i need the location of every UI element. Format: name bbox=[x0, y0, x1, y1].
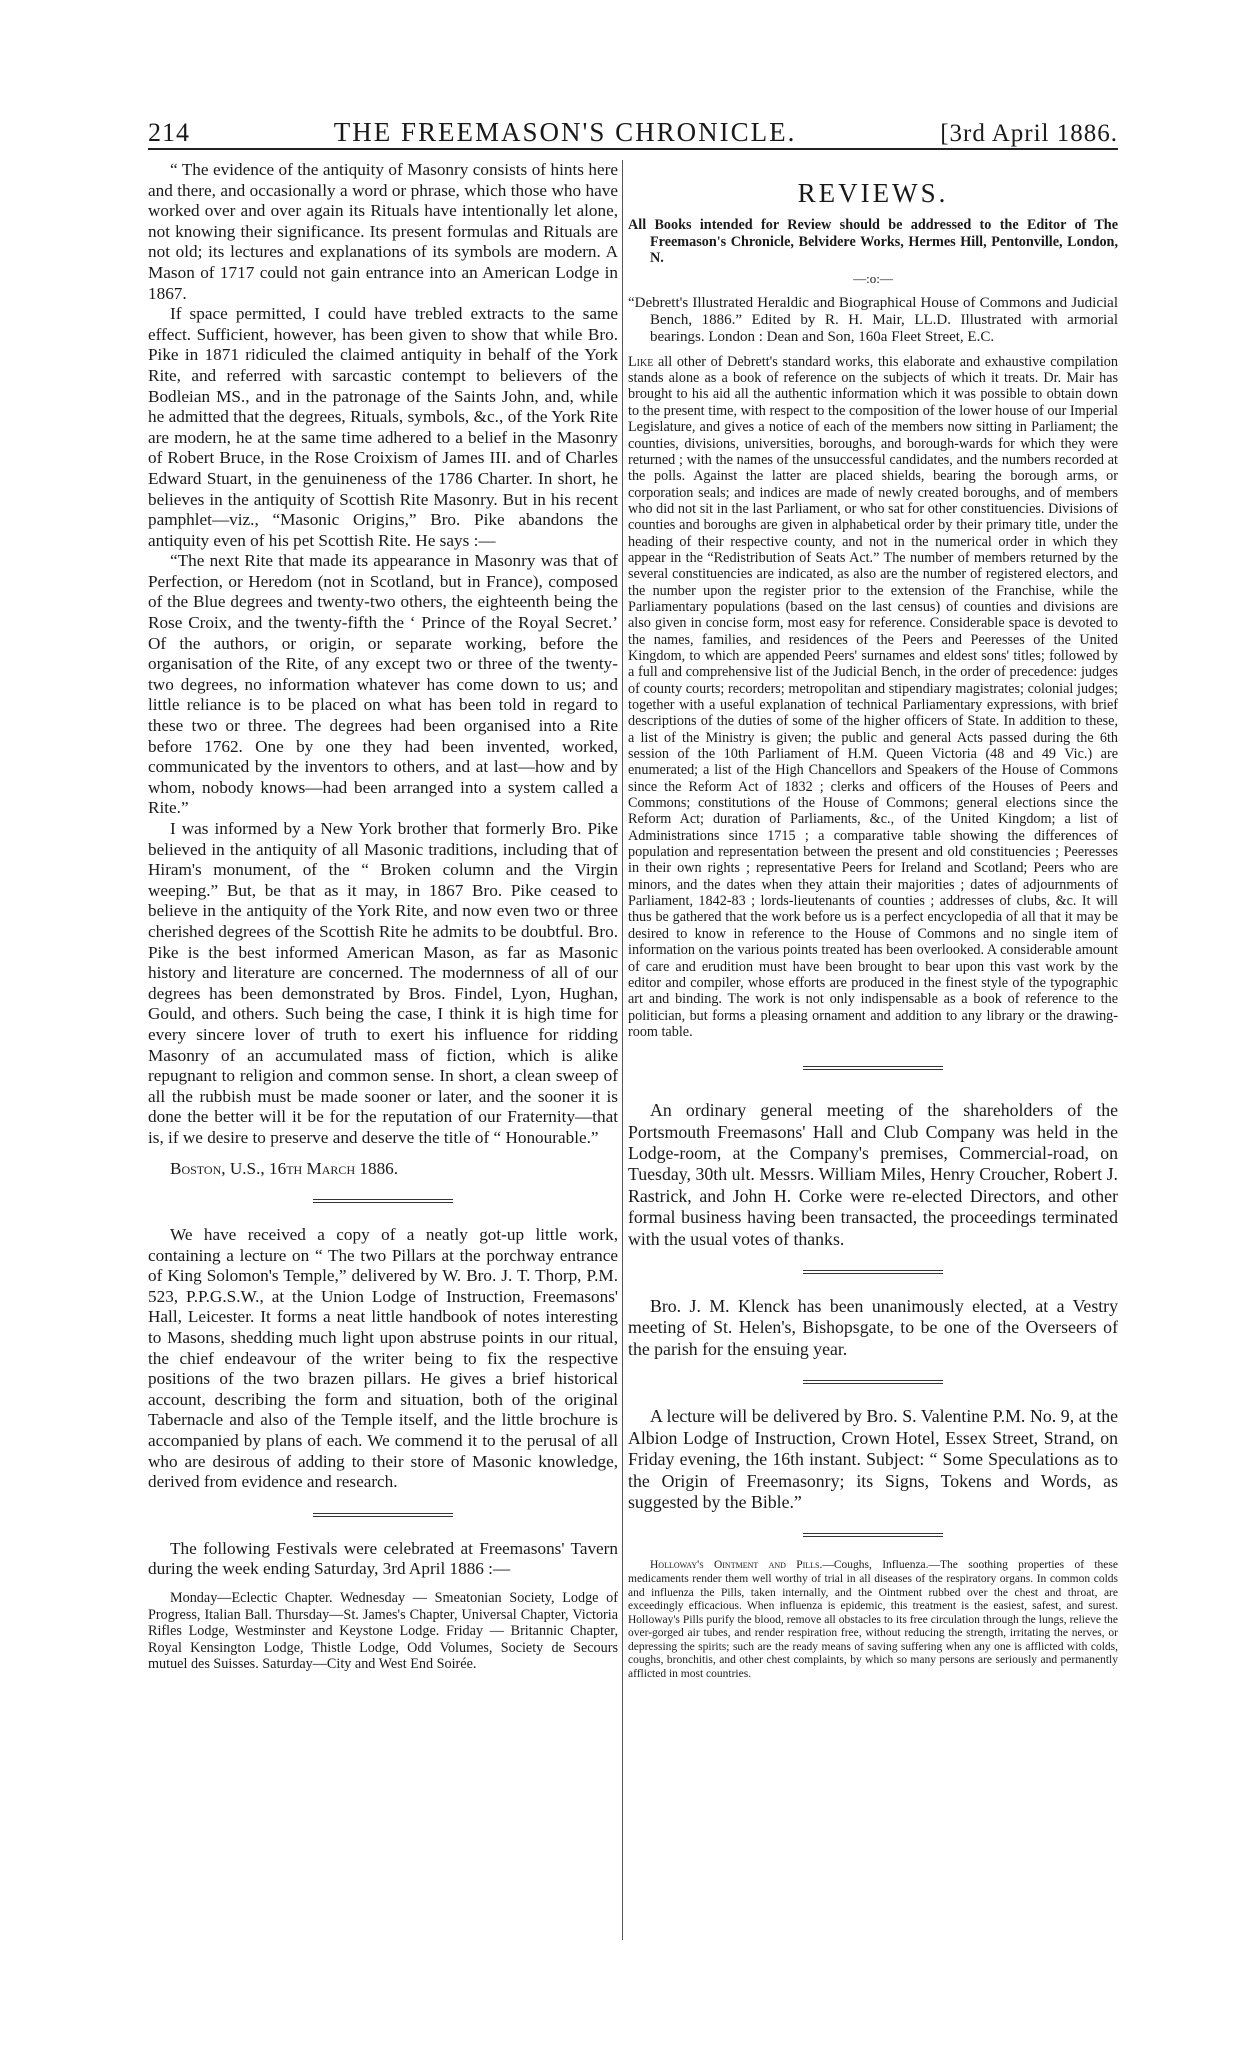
section-separator bbox=[313, 1513, 453, 1517]
right-column bbox=[628, 160, 1118, 2030]
festivals-intro: The following Festivals were celebrated at Freemasons' Tavern during the week ending Saturday, 3rd April 1886 :— bbox=[148, 1538, 618, 1579]
review-body bbox=[628, 354, 1118, 1040]
reviews-heading: REVIEWS. bbox=[797, 178, 949, 208]
section-separator bbox=[803, 1380, 943, 1384]
review-text: all other of Debrett's standard works, this elaborate and exhaustive compilation stands alone as a book of reference on the subjects of which it treats. Dr. Mair has brought to his aid all the authentic information which it was possible to obtain down to the present time, with respect to the composition of the lower house of our Imperial Legislature, and gives a notice of each of the members now sitting in Parliament; the counties, divisions, universities, boroughs, and borough-wards for which they were returned ; with the names of the unsuccessful candidates, and the numbers recorded at the polls. Against the latter are placed shields, bearing the borough arms, or corporation seals; and indices are made of newly created boroughs, and of members who did not sit in the last Parliament, or who sat for other constituencies. Divisions of counties and boroughs are given in alphabetical order by their primary title, under the heading of their respective county, and not in the numerical order in which they appear in the “Redistribution of Seats Act.” The number of members returned by the several constituencies are indicated, as also are the number of registered electors, and the number upon the register prior to the extension of the Franchise, while the Parliamentary populations (based on the last census) of counties and divisions are also given in concise form, most easy for reference. Considerable space is devoted to the names, families, and residences of the Peers and Peeresses of the United Kingdom, to which are appended Peers' surnames and eldest sons' titles; followed by a full and comprehensive list of the Judicial Bench, in the order of precedence: judges of county courts; recorders; metropolitan and stipendiary magistrates; colonial judges; together with a useful explanation of technical Parliamentary expressions, with brief descriptions of the duties of some of the higher officers of State. In addition to these, a list of the Ministry is given; the public and general Acts passed during the 6th session of the 10th Parliament of H.M. Queen Victoria (48 and 49 Vic.) are enumerated; a list of the High Chancellors and Speakers of the House of Commons since the Reform Act of 1832 ; clerks and officers of the Houses of Peers and Commons; constitutions of the House of Commons; general elections since the Reform Act; duration of Parliaments, &c., of the United Kingdom; a list of Administrations since 1715 ; a comparative table showing the differences of population and representation between the present and old constituencies ; Peeresses in their own rights ; representative Peers for Ireland and Scotland; Peers who are minors, and the dates when they attain their majorities ; dates of adjournments of Parliament, 1842-83 ; lords-lieutenants of counties ; addresses of clubs, &c. It will thus be gathered that the work before us is a perfect encyclopedia of all that it may be desired to know in reference to the House of Commons and no single item of information on the various points treated has been overlooked. A considerable amount of care and erudition must have been brought to bear upon this vast work by the editor and compiler, whose efforts are produced in the finest style of the typographic art and binding. The work is not only indispensable as a book of reference to the politician, but forms a pleasing ornament and addition to any library or the drawing-room table. bbox=[628, 353, 1118, 1040]
section-separator bbox=[803, 1533, 943, 1537]
portsmouth-paragraph: An ordinary general meeting of the shareholders of the Portsmouth Freemasons' Hall and Club Company was held in the Lodge-room, at the Company's premises, Commercial-road, on Tuesday, 30th ult. Messrs. William Miles, Henry Croucher, Robert J. Rastrick, and John H. Corke were re-elected Directors, and other formal business having been transacted, the proceedings terminated with the usual votes of thanks. bbox=[628, 1100, 1118, 1249]
advert-lead: Holloway's Ointment and Pills. bbox=[650, 1559, 823, 1572]
page-header bbox=[148, 104, 1118, 150]
news-items bbox=[628, 1100, 1118, 1513]
informed-paragraph: I was informed by a New York brother that formerly Bro. Pike believed in the antiquity of all Masonic traditions, including that of Hiram's monument, of the “ Broken column and the Virgin weeping.” But, be that as it may, in 1867 Bro. Pike ceased to believe in the antiquity of the York Rite, and now even two or three cherished degrees of the Scottish Rite he admits to be doubtful. Bro. Pike is the best informed American Mason, as far as Masonic history and literature are concerned. The modernness of all of our degrees has been demonstrated by Bros. Findel, Lyon, Hughan, Gould, and others. Such being the case, I think it is high time for every sincere lover of truth to exert his influence for ridding Masonry of an accumulated mass of fiction, which is alike repugnant to religion and common sense. In short, a clean sweep of all the rubbish must be made sooner or later, and the sooner it is done the better will it be for the reputation of our Fraternity—that is, if we desire to preserve and deserve the title of “ Honourable.” bbox=[148, 819, 618, 1147]
signoff: Boston, U.S., 16th March 1886. bbox=[170, 1158, 399, 1178]
book-title: “Debrett's Illustrated Heraldic and Biographical House of Commons and Judicial Bench, 1886.” Edited by R. H. Mair, LL.D. Illustrated with armorial bearings. London : Dean and Son, 160a Fleet Street, E.C. bbox=[628, 294, 1118, 345]
left-column bbox=[148, 160, 618, 2030]
festivals-list: Monday—Eclectic Chapter. Wednesday — Smeatonian Society, Lodge of Progress, Italian Ball. Thursday—St. James's Chapter, Universal Chapter, Victoria Rifles Lodge, Westminster and Keystone Lodge. Friday — Britannic Chapter, Royal Kensington Lodge, Thistle Lodge, Odd Volumes, Society de Secours mutuel des Suisses. Saturday—City and West End Soirée. bbox=[148, 1590, 618, 1672]
pike-paragraph: If space permitted, I could have trebled extracts to the same effect. Sufficient, however, has been given to show that while Bro. Pike in 1871 ridiculed the claimed antiquity in behalf of the York Rite, and referred with sarcastic contempt to believers of the Bodleian MS., and in the patronage of the Saints John, and, while he admitted that the degrees, Rituals, symbols, &c., of the York Rite are modern, he at the same time adhered to a belief in the Masonry of Robert Bruce, in the Rose Croixism of James III. and of Charles Edward Stuart, in the genuineness of the 1786 Charter. In short, he believes in the antiquity of Scottish Rite Masonry. But in his recent pamphlet—viz., “Masonic Origins,” Bro. Pike abandons the antiquity even of his pet Scottish Rite. He says :— bbox=[148, 304, 618, 550]
klenck-paragraph: Bro. J. M. Klenck has been unanimously elected, at a Vestry meeting of St. Helen's, Bishopsgate, to be one of the Overseers of the parish for the ensuing year. bbox=[628, 1296, 1118, 1359]
issue-date: [3rd April 1886. bbox=[940, 120, 1118, 147]
section-separator bbox=[803, 1066, 943, 1070]
rite-paragraph: “The next Rite that made its appearance in Masonry was that of Perfection, or Heredom (not in Scotland, but in France), composed of the Blue degrees and twenty-two others, the eighteenth being the Rose Croix, and the twenty-fifth the ‘ Prince of the Royal Secret.’ Of the authors, or origin, or separate working, before the organisation of the Rite, of any except two or three of the twenty-two degrees, no information whatever has come down to us; and little reliance is to be placed on what has been told in regard to these two or three. The degrees had been organised into a Rite before 1762. One by one they had been invented, worked, communicated by the inventors to others, and at last—how and by whom, nobody knows—had been arranged into a system called a Rite.” bbox=[148, 551, 618, 818]
lecture-paragraph: A lecture will be delivered by Bro. S. Valentine P.M. No. 9, at the Albion Lodge of Instruction, Crown Hotel, Essex Street, Strand, on Friday evening, the 16th instant. Subject: “ Some Speculations as to the Origin of Freemasonry; its Signs, Tokens and Words, as suggested by the Bible.” bbox=[628, 1406, 1118, 1512]
holloway-advert bbox=[628, 1559, 1118, 1681]
column-divider bbox=[622, 160, 623, 1940]
reviews-address: All Books intended for Review should be addressed to the Editor of The Freemason's Chronicle, Belvidere Works, Hermes Hill, Pentonville, London, N. bbox=[628, 217, 1118, 267]
ornament: —:o:— bbox=[853, 270, 893, 286]
review-lead: Like bbox=[628, 353, 654, 370]
masthead-title: THE FREEMASON'S CHRONICLE. bbox=[333, 117, 797, 147]
section-separator bbox=[803, 1270, 943, 1274]
pillars-paragraph: We have received a copy of a neatly got-up little work, containing a lecture on “ The two Pillars at the porchway entrance of King Solomon's Temple,” delivered by W. Bro. J. T. Thorp, P.M. 523, P.P.G.S.W., at the Union Lodge of Instruction, Freemasons' Hall, Leicester. It forms a neat little handbook of notes interesting to Masons, shedding much light upon abstruse points in our ritual, the chief endeavour of the writer being to fix the respective positions of the two brazen pillars. He gives a brief historical account, describing the form and situation, both of the original Tabernacle and also of the Temple itself, and the little brochure is accompanied by plans of each. We commend it to the perusal of all who are desirous of adding to their store of Masonic knowledge, derived from evidence and research. bbox=[148, 1225, 618, 1492]
section-separator bbox=[313, 1199, 453, 1203]
advert-body: —Coughs, Influenza.—The soothing properties of these medicaments render them well worthy of trial in all diseases of the respiratory organs. In common colds and influenza the Pills, taken internally, and the Ointment rubbed over the chest and throat, are exceedingly efficacious. When influenza is epidemic, this treatment is the easiest, safest, and surest. Holloway's Pills purify the blood, remove all obstacles to its free circulation through the lungs, relieve the over-gorged air tubes, and render respiration free, without reducing the strength, irritating the nerves, or depressing the spirits; such are the ready means of saving suffering when any one is afflicted with colds, coughs, bronchitis, and other chest complaints, by which so many persons are seriously and permanently afflicted in most countries. bbox=[628, 1559, 1118, 1681]
page-number: 214 bbox=[148, 118, 190, 147]
quote-paragraph: “ The evidence of the antiquity of Masonry consists of hints here and there, and occasionally a word or phrase, which those who have worked over and over again its Rituals have intentionally let alone, not knowing their significance. Its present formulas and Rituals are not old; its lectures and explanations of its symbols are modern. A Mason of 1717 could not gain entrance into an American Lodge in 1867. bbox=[148, 160, 618, 303]
